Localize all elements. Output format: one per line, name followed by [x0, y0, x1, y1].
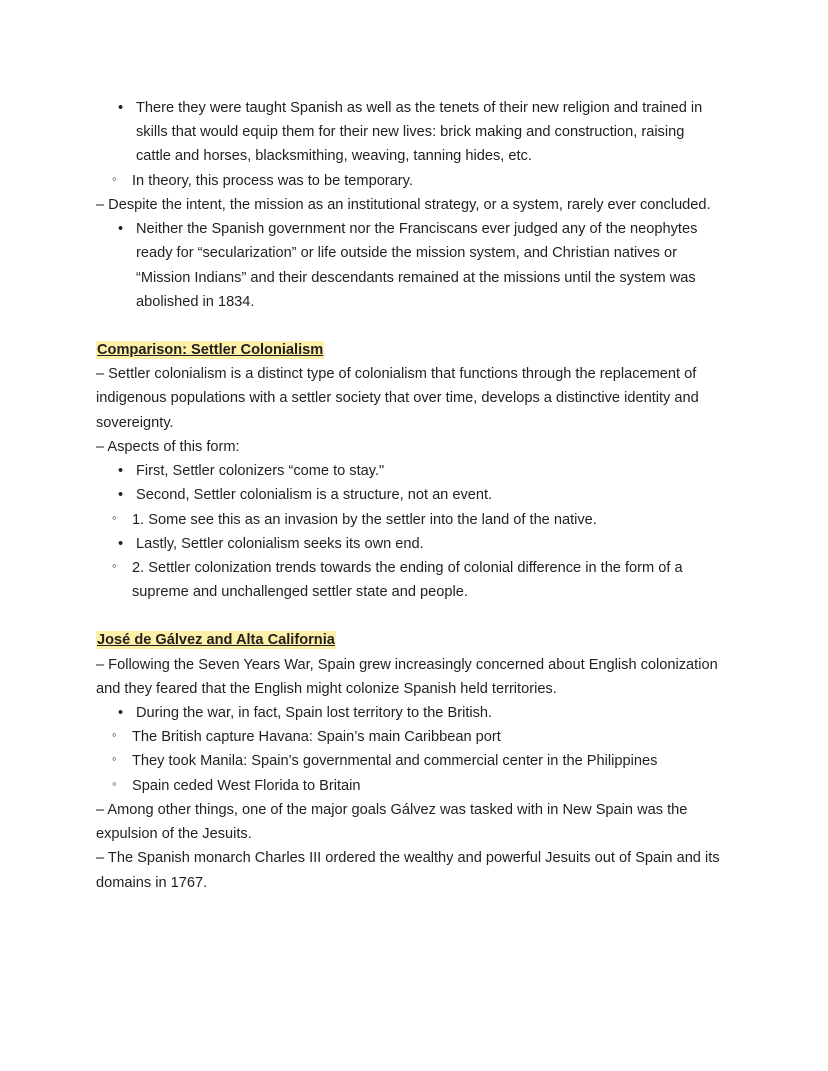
list-item-text: First, Settler colonizers “come to stay."	[136, 463, 385, 480]
section-spacer	[96, 604, 722, 628]
section-heading-row	[96, 628, 722, 652]
bullet-icon: •	[118, 463, 124, 480]
list-item-text: Neither the Spanish government nor the Franciscans ever judged any of the neophytes ready for “secularization” or life outside the mission system, and Christian natives or “Mission Indians” and their descendants remained at the missions until the system was abolished in 1834.	[136, 221, 698, 310]
list-item	[96, 96, 722, 169]
circle-bullet-icon: ◦	[112, 727, 117, 743]
sub-list-group	[96, 169, 722, 193]
list-item	[96, 774, 722, 798]
list-item-text: 2. Settler colonization trends towards the ending of colonial difference in the form of a supreme and unchallenged settler state and people.	[132, 559, 683, 601]
list-group	[96, 459, 722, 507]
section-spacer	[96, 314, 722, 338]
list-group	[96, 96, 722, 169]
circle-bullet-icon: ◦	[112, 509, 117, 525]
paragraph: – Following the Seven Years War, Spain grew increasingly concerned about English colonization and they feared that the English might colonize Spanish held territories.	[96, 656, 718, 697]
list-item	[96, 169, 722, 193]
bullet-icon: •	[118, 535, 124, 552]
bullet-icon: •	[118, 487, 124, 504]
list-item-text: In theory, this process was to be temporary.	[132, 172, 413, 189]
paragraph: – Despite the intent, the mission as an institutional strategy, or a system, rarely ever concluded.	[96, 196, 711, 213]
circle-bullet-icon: ◦	[112, 775, 117, 791]
paragraph: – Among other things, one of the major goals Gálvez was tasked with in New Spain was the expulsion of the Jesuits.	[96, 801, 688, 843]
list-item-text: Second, Settler colonialism is a structure, not an event.	[136, 487, 493, 504]
list-item	[96, 217, 722, 314]
section-heading: José de Gálvez and Alta California	[97, 632, 335, 649]
circle-bullet-icon: ◦	[112, 170, 117, 186]
list-group	[96, 532, 722, 556]
list-item	[96, 701, 722, 725]
circle-bullet-icon: ◦	[112, 751, 117, 767]
list-item	[96, 508, 722, 532]
paragraph: – Aspects of this form:	[96, 438, 240, 455]
paragraph: – Settler colonialism is a distinct type of colonialism that functions through the replacement of indigenous populations with a settler society that over time, develops a distinctive identity and sovereignty.	[96, 366, 699, 431]
list-item	[96, 483, 722, 507]
circle-bullet-icon: ◦	[112, 557, 117, 573]
bullet-icon: •	[118, 705, 124, 722]
list-item-text: Spain ceded West Florida to Britain	[132, 777, 361, 794]
list-item	[96, 725, 722, 749]
list-item-text: There they were taught Spanish as well as the tenets of their new religion and trained in skills that would equip them for their new lives: brick making and construction, raising cattle and horses, blacksmithing, weaving, tanning hides, etc.	[136, 100, 703, 165]
document-body	[96, 96, 722, 895]
section-heading-row	[96, 338, 722, 362]
sub-list-group	[96, 725, 722, 798]
bullet-icon: •	[118, 221, 124, 238]
list-group	[96, 701, 722, 725]
list-item-text: During the war, in fact, Spain lost territory to the British.	[136, 705, 493, 722]
list-item	[96, 459, 722, 483]
sub-list-group	[96, 556, 722, 604]
list-item-text: 1. Some see this as an invasion by the settler into the land of the native.	[132, 511, 597, 528]
list-group	[96, 217, 722, 314]
bullet-icon: •	[118, 100, 124, 116]
list-item-text: Lastly, Settler colonialism seeks its own end.	[136, 535, 424, 552]
list-item	[96, 532, 722, 556]
sub-list-group	[96, 508, 722, 532]
list-item-text: The British capture Havana: Spain’s main Caribbean port	[132, 729, 501, 746]
list-item	[96, 749, 722, 773]
list-item-text: They took Manila: Spain’s governmental and commercial center in the Philippines	[132, 753, 658, 770]
paragraph: – The Spanish monarch Charles III ordered the wealthy and powerful Jesuits out of Spain and its domains in 1767.	[96, 850, 720, 891]
section-heading: Comparison: Settler Colonialism	[97, 341, 324, 358]
list-item	[96, 556, 722, 604]
